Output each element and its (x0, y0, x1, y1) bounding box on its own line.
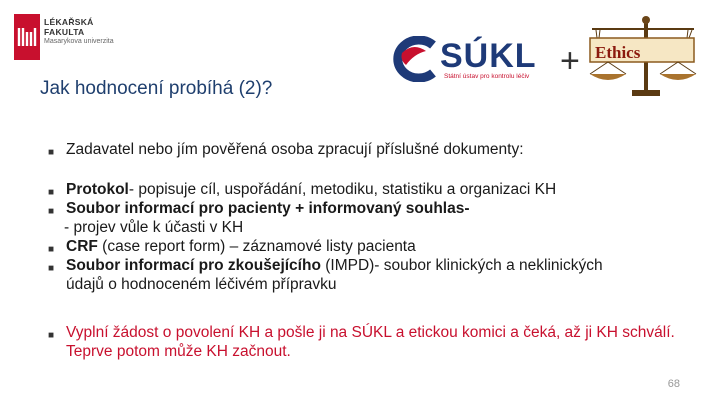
page-number: 68 (667, 378, 680, 390)
item-bold: Soubor informací pro pacienty + informovaný souhlas (66, 200, 465, 217)
list-item (66, 180, 686, 199)
intro-text: Zadavatel nebo jím pověřená osoba zpracují příslušné dokumenty: (66, 141, 524, 158)
bullet-icon: ■ (48, 187, 55, 198)
plus-sign: + (560, 42, 580, 80)
logo-line-1: LÉKAŘSKÁ (44, 17, 94, 27)
sukl-logo (388, 36, 556, 84)
item-text: - (464, 200, 470, 217)
faculty-logo (14, 14, 164, 64)
outro-text: Vyplní žádost o povolení KH a pošle ji na SÚKL a etickou komici a čeká, až ji KH schválí. Teprve potom může KH začnout. (66, 324, 675, 360)
item-bold: CRF (66, 238, 98, 255)
item-bold: Protokol (66, 181, 129, 198)
page-title: Jak hodnocení probíhá (2)? (40, 78, 273, 99)
item-text: (IMPD)- soubor klinických a neklinických údajů o hodnoceném léčivém přípravku (66, 257, 603, 293)
item-bold: Soubor informací pro zkoušejícího (66, 257, 321, 274)
list-item-continuation: - projev vůle k účasti v KH (64, 219, 244, 236)
item-text: (case report form) – záznamové listy pacienta (97, 238, 416, 255)
bullet-intro-icon: ■ (48, 147, 55, 158)
list-item (66, 237, 686, 256)
ethics-scales-image (588, 16, 698, 100)
item-text: - popisuje cíl, uspořádání, metodiku, statistiku a organizaci KH (128, 181, 557, 198)
bullet-icon: ■ (48, 263, 55, 274)
ethics-label: Ethics (595, 43, 641, 62)
sukl-emblem-icon (388, 36, 438, 82)
faculty-logo-mark (14, 14, 40, 60)
list-item (66, 256, 626, 294)
sukl-name: SÚKL (440, 37, 537, 75)
bullet-icon: ■ (48, 330, 55, 341)
bullet-icon: ■ (48, 244, 55, 255)
logo-line-2: FAKULTA (44, 27, 85, 37)
list-item (66, 199, 686, 218)
bullet-icon: ■ (48, 206, 55, 217)
logo-tagline: Masarykova univerzita (44, 38, 114, 45)
sukl-subtitle: Státní ústav pro kontrolu léčiv (444, 73, 530, 80)
